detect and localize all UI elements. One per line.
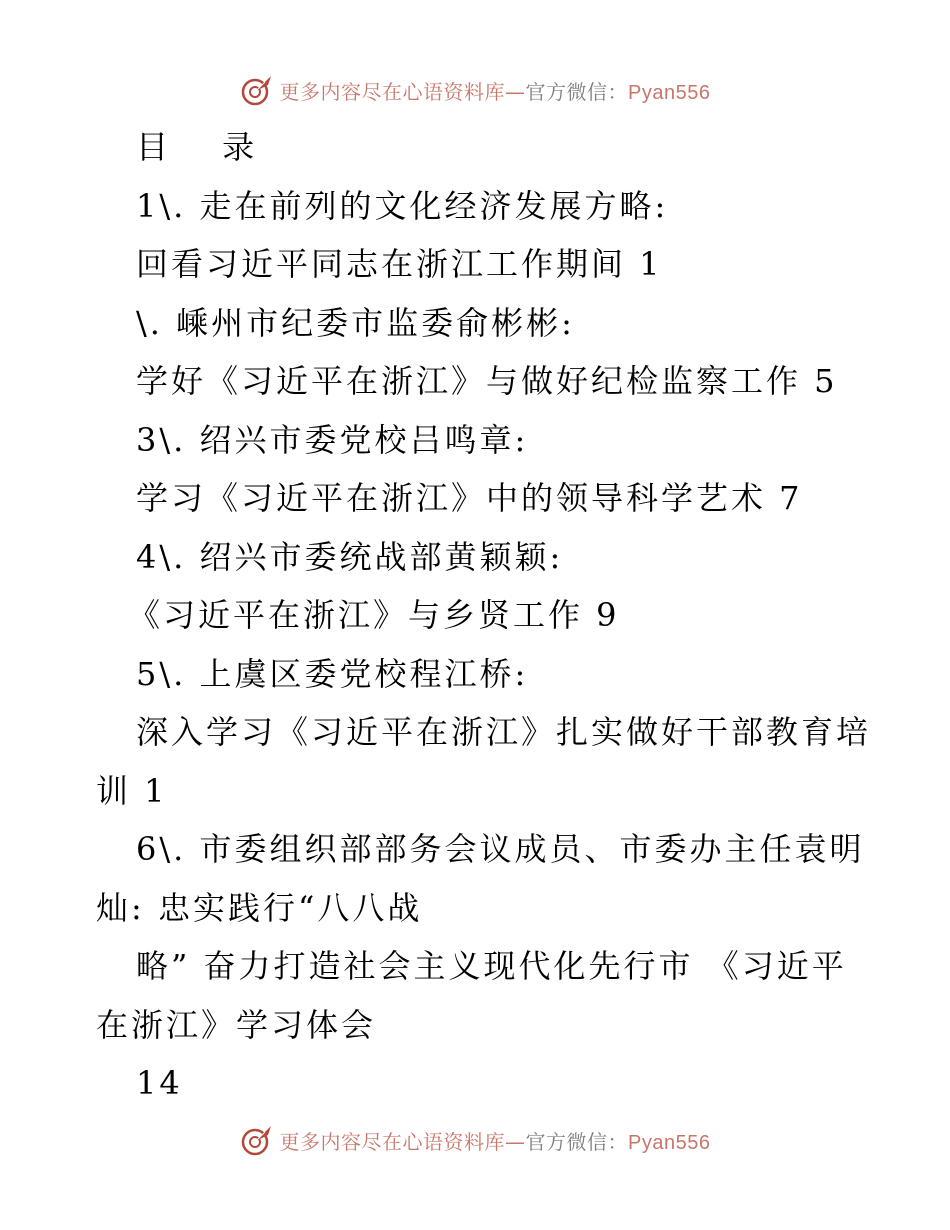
toc-title: 目 录	[136, 128, 277, 166]
toc-line: 灿: 忠实践行“八八战	[96, 888, 423, 927]
toc-line: 3\. 绍兴市委党校吕鸣章:	[136, 420, 529, 459]
quill-logo-icon	[240, 73, 274, 107]
header-watermark	[0, 68, 950, 112]
watermark-text: 更多内容尽在心语资料库—官方微信：Pyan556	[279, 1129, 711, 1154]
toc-line: 训 1	[96, 771, 168, 810]
toc-line: 深入学习《习近平在浙江》扎实做好干部教育培	[136, 713, 872, 751]
toc-line: 学好《习近平在浙江》与做好纪检监察工作 5	[136, 362, 838, 400]
watermark-text: 更多内容尽在心语资料库—官方微信：Pyan556	[279, 79, 711, 104]
toc-line: 5\. 上虞区委党校程江桥:	[136, 654, 529, 693]
toc-line: 略” 奋力打造社会主义现代化先行市 《习近平	[136, 947, 847, 985]
toc-line: 6\. 市委组织部部务会议成员、市委办主任袁明	[136, 830, 865, 868]
toc	[96, 118, 872, 1113]
toc-line: 回看习近平同志在浙江工作期间 1	[136, 245, 663, 283]
toc-line: 14	[136, 1064, 183, 1102]
toc-line: 1\. 走在前列的文化经济发展方略:	[136, 186, 669, 225]
quill-logo-icon	[240, 1123, 274, 1157]
toc-line: 《习近平在浙江》与乡贤工作 9	[128, 596, 620, 634]
toc-line: 学习《习近平在浙江》中的领导科学艺术 7	[136, 479, 803, 517]
footer-watermark	[0, 1118, 950, 1162]
toc-line: \. 嵊州市纪委市监委俞彬彬:	[136, 303, 575, 342]
toc-line: 在浙江》学习体会	[96, 1005, 377, 1044]
toc-line: 4\. 绍兴市委统战部黄颖颖:	[136, 537, 564, 576]
